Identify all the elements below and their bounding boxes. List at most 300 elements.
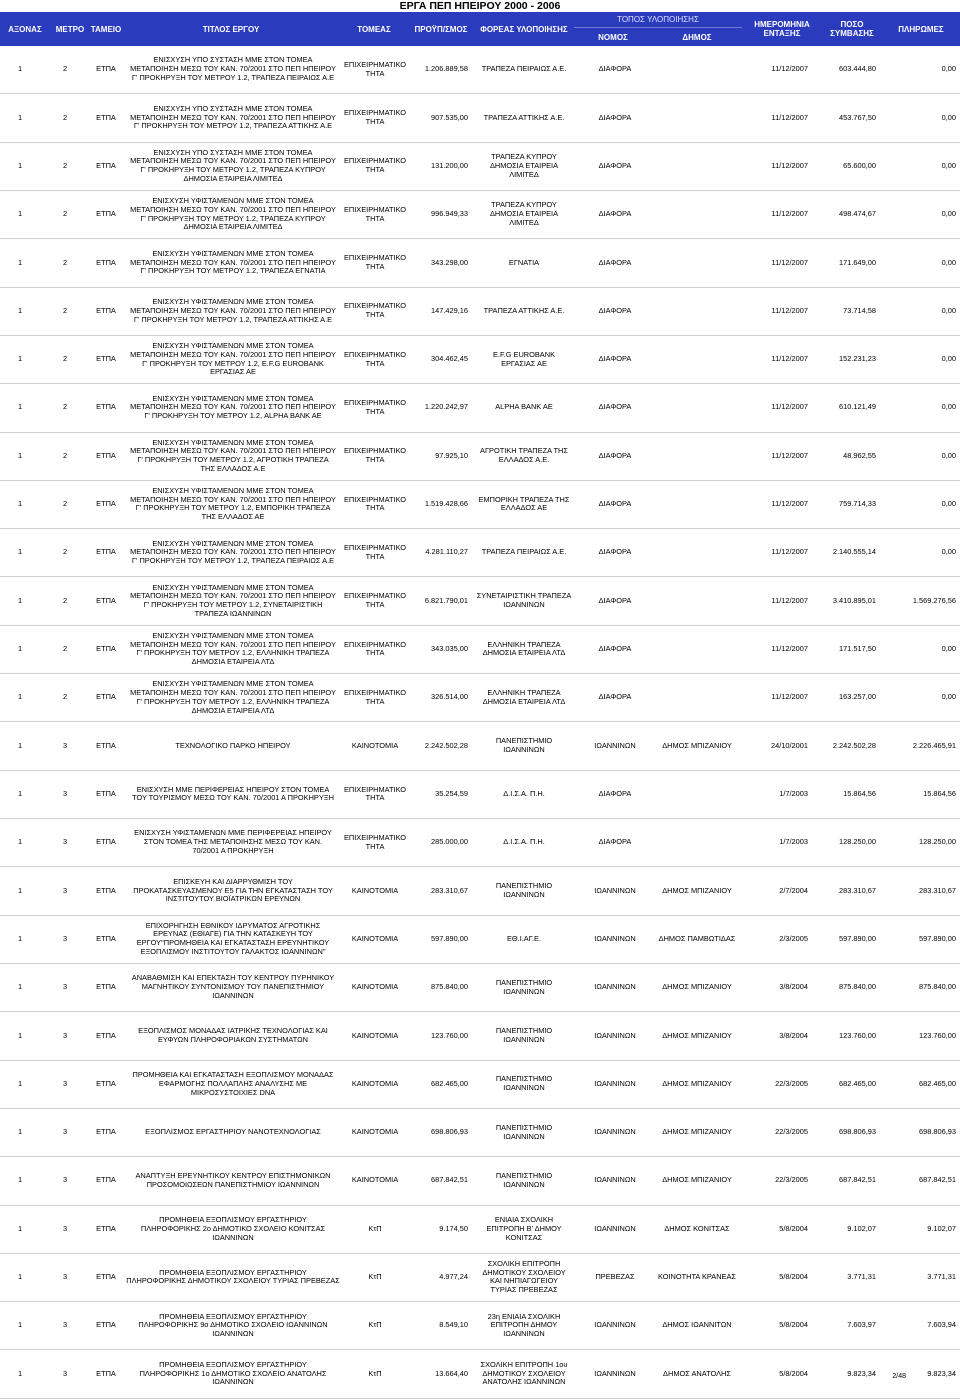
header-tomeas: ΤΟΜΕΑΣ [357,24,391,34]
cell-titlos: ΕΠΙΣΚΕΥΗ ΚΑΙ ΔΙΑΡΡΥΘΜΙΣΗ ΤΟΥ ΠΡΟΚΑΤΑΣΚΕΥΑΣΜΕΝΟΥ Ε5 ΓΙΑ ΤΗΝ ΕΓΚΑΤΑΣΤΑΣΗ ΤΟΥ ΙΝΣΤΙΤΟΥΤΟΥ ΒΙΟΪΑΤΡΙΚΩΝ ΕΡΕΥΝΩΝ [133,876,333,904]
cell-titlos: ΤΕΧΝΟΛΟΓΙΚΟ ΠΑΡΚΟ ΗΠΕΙΡΟΥ [175,740,291,750]
table-row [0,626,960,674]
cell-poso: 610.121,49 [839,402,876,412]
cell-poso: 2.140.555,14 [832,547,876,557]
cell-pliromes: 0,00 [941,64,956,74]
cell-titlos: ΕΝΙΣΧΥΣΗ ΥΦΙΣΤΑΜΕΝΩΝ ΜΜΕ ΣΤΟΝ ΤΟΜΕΑ ΜΕΤΑΠΟΙΗΣΗ ΜΕΣΩ ΤΟΥ ΚΑΝ. 70/2001 ΣΤΟ ΠΕΠ ΗΠΕΙΡΟΥ Γ' ΠΡΟΚΗΡΥΞΗ ΤΟΥ ΜΕΤΡΟΥ 1.2, ΕΛΛΗΝΙΚΗ ΤΡΑΠΕΖΑ ΔΗΜΟΣΙΑ ΕΤΑΙΡΕΙΑ ΛΤΔ [130,679,336,715]
cell-pliromes: 0,00 [941,450,956,460]
cell-pliromes: 682.465,00 [919,1078,956,1088]
table-row [0,191,960,239]
cell-titlos: ΕΞΟΠΛΙΣΜΟΣ ΜΟΝΑΔΑΣ ΙΑΤΡΙΚΗΣ ΤΕΧΝΟΛΟΓΙΑΣ ΚΑΙ ΕΥΦΥΩΝ ΠΛΗΡΟΦΟΡΙΑΚΩΝ ΣΥΣΤΗΜΑΤΩΝ [138,1026,328,1044]
cell-date: 1/7/2003 [779,837,808,847]
cell-tameio: ΕΤΠΑ [96,885,116,895]
cell-titlos: ΕΝΙΣΧΥΣΗ ΥΠΟ ΣΥΣΤΑΣΗ ΜΜΕ ΣΤΟΝ ΤΟΜΕΑ ΜΕΤΑΠΟΙΗΣΗ ΜΕΣΩ ΤΟΥ ΚΑΝ. 70/2001 ΣΤΟ ΠΕΠ ΗΠΕΙΡΟΥ Γ' ΠΡΟΚΗΡΥΞΗ ΤΟΥ ΜΕΤΡΟΥ 1.2, ΤΡΑΠΕΖΑ ΑΤΤΙΚΗΣ Α.Ε [130,103,336,131]
table-row [0,143,960,191]
cell-date: 11/12/2007 [771,499,808,509]
table-row [0,1157,960,1205]
cell-dimos [652,46,742,93]
cell-titlos: ΕΞΟΠΛΙΣΜΟΣ ΕΡΓΑΣΤΗΡΙΟΥ ΝΑΝΟΤΕΧΝΟΛΟΓΙΑΣ [145,1127,321,1137]
cell-dimos [652,94,742,141]
cell-poso: 698.806,93 [839,1127,876,1137]
cell-metro: 2 [62,112,68,122]
table-row [0,771,960,819]
cell-nomos: ΔΙΑΦΟΡΑ [598,160,632,170]
cell-pliromes: 0,00 [941,305,956,315]
cell-budget: 996.949,33 [431,209,468,219]
cell-tomeas: ΕΠΙΧΕΙΡΗΜΑΤΙΚΟ ΤΗΤΑ [343,591,407,610]
cell-titlos: ΕΝΙΣΧΥΣΗ ΥΠΟ ΣΥΣΤΑΣΗ ΜΜΕ ΣΤΟΝ ΤΟΜΕΑ ΜΕΤΑΠΟΙΗΣΗ ΜΕΣΩ ΤΟΥ ΚΑΝ. 70/2001 ΣΤΟ ΠΕΠ ΗΠΕΙΡΟΥ Γ' ΠΡΟΚΗΡΥΞΗ ΤΟΥ ΜΕΤΡΟΥ 1.2, ΤΡΑΠΕΖΑ ΚΥΠΡΟΥ ΔΗΜΟΣΙΑ ΕΤΑΙΡΕΙΑ ΛΙΜΙΤΕΔ [130,147,336,184]
header-tameio: ΤΑΜΕΙΟ [90,24,122,34]
cell-poso: 682.465,00 [839,1078,876,1088]
cell-metro: 3 [62,933,68,943]
cell-foreas: ΠΑΝΕΠΙΣΤΗΜΙΟ ΙΩΑΝΝΙΝΩΝ [495,736,553,755]
cell-pliromes: 0,00 [941,499,956,509]
cell-titlos: ΠΡΟΜΗΘΕΙΑ ΕΞΟΠΛΙΣΜΟΥ ΕΡΓΑΣΤΗΡΙΟΥ ΠΛΗΡΟΦΟΡΙΚΗΣ 2ο ΔΗΜΟΤΙΚΟ ΣΧΟΛΕΙΟ ΚΟΝΙΤΣΑΣ ΙΩΑΝΝΙΝΩΝ [140,1214,326,1242]
cell-poso: 9.102,07 [847,1223,876,1233]
cell-budget: 6.821.790,01 [424,595,468,605]
cell-tameio: ΕΤΠΑ [96,1272,116,1282]
table-row [0,1302,960,1350]
cell-titlos: ΕΝΙΣΧΥΣΗ ΥΦΙΣΤΑΜΕΝΩΝ ΜΜΕ ΣΤΟΝ ΤΟΜΕΑ ΜΕΤΑΠΟΙΗΣΗ ΜΕΣΩ ΤΟΥ ΚΑΝ. 70/2001 ΣΤΟ ΠΕΠ ΗΠΕΙΡΟΥ Γ' ΠΡΟΚΗΡΥΞΗ ΤΟΥ ΜΕΤΡΟΥ 1.2, ΤΡΑΠΕΖΑ ΑΤΤΙΚΗΣ Α.Ε [130,297,336,324]
cell-metro: 3 [62,1127,68,1137]
cell-tameio: ΕΤΠΑ [96,257,116,267]
cell-poso: 163.257,00 [839,692,876,702]
cell-poso: 498.474,67 [839,209,876,219]
cell-metro: 3 [62,1223,68,1233]
cell-axonas: 1 [17,885,23,895]
cell-pliromes: 0,00 [941,112,956,122]
cell-pliromes: 15.864,56 [923,788,956,798]
cell-foreas: ΠΑΝΕΠΙΣΤΗΜΙΟ ΙΩΑΝΝΙΝΩΝ [495,1074,553,1093]
cell-tameio: ΕΤΠΑ [96,644,116,653]
cell-dimos [652,336,742,383]
cell-axonas: 1 [17,257,23,267]
cell-budget: 1.519.428,66 [424,499,468,509]
cell-date: 11/12/2007 [771,305,808,315]
cell-nomos: ΔΙΑΦΟΡΑ [598,354,632,364]
cell-tomeas: ΕΠΙΧΕΙΡΗΜΑΤΙΚΟ ΤΗΤΑ [343,639,407,658]
cell-dimos [652,239,742,286]
cell-foreas: ALPHA BANK AE [495,402,553,412]
cell-pliromes: 1.569.276,56 [912,595,956,605]
cell-metro: 3 [62,788,68,798]
cell-nomos: ΔΙΑΦΟΡΑ [598,692,632,702]
cell-tomeas: ΕΠΙΧΕΙΡΗΜΑΤΙΚΟ ΤΗΤΑ [343,108,407,126]
cell-nomos: ΔΙΑΦΟΡΑ [598,112,632,122]
cell-foreas: ΤΡΑΠΕΖΑ ΚΥΠΡΟΥ ΔΗΜΟΣΙΑ ΕΤΑΙΡΕΙΑ ΛΙΜΙΤΕΔ [489,152,559,179]
cell-dimos [652,626,742,673]
cell-dimos [652,481,742,528]
cell-tomeas: ΚτΠ [368,1320,382,1330]
cell-axonas: 1 [17,547,23,557]
table-row [0,1061,960,1109]
cell-axonas: 1 [17,64,23,74]
cell-nomos: ΙΩΑΝΝΙΝΩΝ [594,933,636,943]
cell-date: 11/12/2007 [771,64,808,74]
cell-foreas: ΤΡΑΠΕΖΑ ΠΕΙΡΑΙΩΣ Α.Ε. [481,547,567,557]
page-title: ΕΡΓΑ ΠΕΠ ΗΠΕΙΡΟΥ 2000 - 2006 [399,0,561,12]
cell-date: 5/8/2004 [779,1320,808,1330]
cell-date: 22/3/2005 [775,1127,808,1137]
cell-nomos: ΔΙΑΦΟΡΑ [598,64,632,74]
cell-budget: 13.664,40 [435,1368,468,1378]
cell-dimos [652,577,742,624]
table-row [0,577,960,625]
cell-dimos: ΔΗΜΟΣ ΑΝΑΤΟΛΗΣ [663,1368,731,1378]
cell-tameio: ΕΤΠΑ [96,788,116,798]
cell-nomos: ΔΙΑΦΟΡΑ [598,402,632,412]
cell-axonas: 1 [17,450,23,460]
table-row [0,481,960,529]
cell-axonas: 1 [17,209,23,219]
cell-titlos: ΕΝΙΣΧΥΣΗ ΥΦΙΣΤΑΜΕΝΩΝ ΜΜΕ ΣΤΟΝ ΤΟΜΕΑ ΜΕΤΑΠΟΙΗΣΗ ΜΕΣΩ ΤΟΥ ΚΑΝ. 70/2001 ΣΤΟ ΠΕΠ ΗΠΕΙΡΟΥ Γ' ΠΡΟΚΗΡΥΞΗ ΤΟΥ ΜΕΤΡΟΥ 1.2, ALPHA BANK AE [130,393,336,421]
cell-date: 1/7/2003 [779,788,808,798]
cell-poso: 65.600,00 [843,160,876,170]
cell-metro: 2 [62,450,68,460]
cell-budget: 285.000,00 [431,837,468,847]
cell-poso: 171.517,50 [839,644,876,653]
cell-tomeas: ΕΠΙΧΕΙΡΗΜΑΤΙΚΟ ΤΗΤΑ [343,446,407,465]
cell-poso: 283.310,67 [839,885,876,895]
cell-poso: 15.864,56 [843,788,876,798]
cell-axonas: 1 [17,1368,23,1378]
cell-foreas: ΠΑΝΕΠΙΣΤΗΜΙΟ ΙΩΑΝΝΙΝΩΝ [495,1026,553,1044]
table-row [0,384,960,432]
cell-nomos: ΔΙΑΦΟΡΑ [598,837,632,847]
cell-metro: 3 [62,1030,68,1040]
cell-titlos: ΕΝΙΣΧΥΣΗ ΥΦΙΣΤΑΜΕΝΩΝ ΜΜΕ ΣΤΟΝ ΤΟΜΕΑ ΜΕΤΑΠΟΙΗΣΗ ΜΕΣΩ ΤΟΥ ΚΑΝ. 70/2001 ΣΤΟ ΠΕΠ ΗΠΕΙΡΟΥ Γ' ΠΡΟΚΗΡΥΞΗ ΤΟΥ ΜΕΤΡΟΥ 1.2, ΕΜΠΟΡΙΚΗ ΤΡΑΠΕΖΑ ΤΗΣ ΕΛΛΑΔΟΣ ΑΕ [130,485,336,522]
cell-foreas: ΣΧΟΛΙΚΗ ΕΠΙΤΡΟΠΗ ΔΗΜΟΤΙΚΟΥ ΣΧΟΛΕΙΟΥ ΚΑΙ ΝΗΠΙΑΓΩΓΕΙΟΥ ΤΥΡΙΑΣ ΠΡΕΒΕΖΑΣ [482,1258,566,1295]
cell-nomos: ΠΡΕΒΕΖΑΣ [595,1272,635,1282]
cell-titlos: ΕΝΙΣΧΥΣΗ ΥΦΙΣΤΑΜΕΝΩΝ ΜΜΕ ΣΤΟΝ ΤΟΜΕΑ ΜΕΤΑΠΟΙΗΣΗ ΜΕΣΩ ΤΟΥ ΚΑΝ. 70/2001 ΣΤΟ ΠΕΠ ΗΠΕΙΡΟΥ Γ' ΠΡΟΚΗΡΥΞΗ ΤΟΥ ΜΕΤΡΟΥ 1.2, ΤΡΑΠΕΖΑ ΠΕΙΡΑΙΩΣ Α.Ε [130,538,336,566]
cell-budget: 1.206.889,58 [424,64,468,74]
cell-metro: 2 [62,595,68,605]
cell-metro: 3 [62,1320,68,1330]
cell-dimos [652,191,742,238]
cell-metro: 2 [62,257,68,267]
cell-date: 5/8/2004 [779,1272,808,1282]
header-titlos: ΤΙΤΛΟΣ ΕΡΓΟΥ [202,24,260,34]
cell-nomos: ΙΩΑΝΝΙΝΩΝ [594,1078,636,1088]
cell-axonas: 1 [17,499,23,509]
cell-titlos: ΕΝΙΣΧΥΣΗ ΥΦΙΣΤΑΜΕΝΩΝ ΜΜΕ ΣΤΟΝ ΤΟΜΕΑ ΜΕΤΑΠΟΙΗΣΗ ΜΕΣΩ ΤΟΥ ΚΑΝ. 70/2001 ΣΤΟ ΠΕΠ ΗΠΕΙΡΟΥ Γ' ΠΡΟΚΗΡΥΞΗ ΤΟΥ ΜΕΤΡΟΥ 1.2, E.F.G EUROBANK ΕΡΓΑΣΙΑΣ ΑΕ [130,340,336,377]
cell-nomos: ΔΙΑΦΟΡΑ [598,450,632,460]
cell-tomeas: ΚΑΙΝΟΤΟΜΙΑ [351,933,399,943]
cell-dimos: ΔΗΜΟΣ ΜΠΙΖΑΝΙΟΥ [662,740,732,750]
cell-dimos [652,819,742,866]
cell-date: 11/12/2007 [771,257,808,267]
cell-nomos: ΔΙΑΦΟΡΑ [598,499,632,509]
cell-axonas: 1 [17,402,23,412]
cell-dimos: ΔΗΜΟΣ ΜΠΙΖΑΝΙΟΥ [662,1127,732,1137]
cell-nomos: ΙΩΑΝΝΙΝΩΝ [594,885,636,895]
cell-titlos: ΠΡΟΜΗΘΕΙΑ ΕΞΟΠΛΙΣΜΟΥ ΕΡΓΑΣΤΗΡΙΟΥ ΠΛΗΡΟΦΟΡΙΚΗΣ 1ο ΔΗΜΟΤΙΚΟ ΣΧΟΛΕΙΟ ΑΝΑΤΟΛΗΣ ΙΩΑΝΝΙΝΩΝ [139,1359,327,1387]
cell-tameio: ΕΤΠΑ [96,499,116,509]
cell-tomeas: ΕΠΙΧΕΙΡΗΜΑΤΙΚΟ ΤΗΤΑ [343,301,407,320]
cell-pliromes: 0,00 [941,354,956,364]
header-nomos: ΝΟΜΟΣ [598,32,628,42]
cell-tomeas: ΕΠΙΧΕΙΡΗΜΑΤΙΚΟ ΤΗΤΑ [343,349,407,368]
cell-nomos: ΙΩΑΝΝΙΝΩΝ [594,1368,636,1378]
cell-budget: 304.462,45 [431,354,468,364]
cell-poso: 128.250,00 [839,837,876,847]
cell-metro: 3 [62,885,68,895]
cell-foreas: ΕΝΙΑΙΑ ΣΧΟΛΙΚΗ ΕΠΙΤΡΟΠΗ Β' ΔΗΜΟΥ ΚΟΝΙΤΣΑΣ [486,1214,562,1242]
cell-date: 2/7/2004 [779,885,808,895]
cell-date: 2/3/2005 [779,933,808,943]
cell-axonas: 1 [17,837,23,847]
cell-budget: 326.514,00 [431,692,468,702]
cell-tameio: ΕΤΠΑ [96,933,116,943]
cell-pliromes: 123.760,00 [919,1030,956,1040]
table-row [0,819,960,867]
cell-tameio: ΕΤΠΑ [96,112,116,122]
header-foreas: ΦΟΡΕΑΣ ΥΛΟΠΟΙΗΣΗΣ [480,24,568,34]
cell-poso: 875.840,00 [839,982,876,992]
cell-date: 11/12/2007 [771,354,808,364]
cell-foreas: ΠΑΝΕΠΙΣΤΗΜΙΟ ΙΩΑΝΝΙΝΩΝ [495,1122,553,1141]
header-pliromes: ΠΛΗΡΩΜΕΣ [898,24,944,34]
cell-metro: 3 [62,837,68,847]
cell-dimos [652,143,742,190]
cell-date: 11/12/2007 [771,112,808,122]
cell-foreas: ΕΛΛΗΝΙΚΗ ΤΡΑΠΕΖΑ ΔΗΜΟΣΙΑ ΕΤΑΙΡΕΙΑ ΛΤΔ [482,639,566,658]
cell-tomeas: ΕΠΙΧΕΙΡΗΜΑΤΙΚΟ ΤΗΤΑ [343,832,407,851]
cell-metro: 3 [62,1368,68,1378]
cell-tomeas: ΕΠΙΧΕΙΡΗΜΑΤΙΚΟ ΤΗΤΑ [343,784,407,803]
cell-titlos: ΕΝΙΣΧΥΣΗ ΥΦΙΣΤΑΜΕΝΩΝ ΜΜΕ ΣΤΟΝ ΤΟΜΕΑ ΜΕΤΑΠΟΙΗΣΗ ΜΕΣΩ ΤΟΥ ΚΑΝ. 70/2001 ΣΤΟ ΠΕΠ ΗΠΕΙΡΟΥ Γ' ΠΡΟΚΗΡΥΞΗ ΤΟΥ ΜΕΤΡΟΥ 1.2, ΤΡΑΠΕΖΑ ΚΥΠΡΟΥ ΔΗΜΟΣΙΑ ΕΤΑΙΡΕΙΑ ΛΙΜΙΤΕΔ [130,196,336,232]
cell-pliromes: 0,00 [941,692,956,702]
cell-tomeas: ΚΑΙΝΟΤΟΜΙΑ [351,982,399,992]
cell-foreas: ΕΘ.Ι.ΑΓ.Ε. [506,933,542,943]
cell-pliromes: 2.226.465,91 [912,740,956,750]
cell-titlos: ΕΝΙΣΧΥΣΗ ΥΦΙΣΤΑΜΕΝΩΝ ΜΜΕ ΠΕΡΙΦΕΡΕΙΑΣ ΗΠΕΙΡΟΥ ΣΤΟΝ ΤΟΜΕΑ ΤΗΣ ΜΕΤΑΠΟΙΗΣΗΣ ΜΕΣΩ ΤΟΥ ΚΑΝ. 70/2001 Α ΠΡΟΚΗΡΥΞΗ [134,828,332,856]
cell-titlos: ΕΠΙΧΟΡΗΓΗΣΗ ΕΘΝΙΚΟΥ ΙΔΡΥΜΑΤΟΣ ΑΓΡΟΤΙΚΗΣ ΕΡΕΥΝΑΣ (ΕΘΙΑΓΕ) ΓΙΑ ΤΗΝ ΚΑΤΑΣΚΕΥΗ ΤΟΥ ΕΡΓΟΥ"ΠΡΟΜΗΘΕΙΑ ΚΑΙ ΕΓΚΑΤΑΣΤΑΣΗ ΕΡΕΥΝΗΤΙΚΟΥ ΕΞΟΠΛΙΣΜΟΥ ΙΝΣΤΙΤΟΥΤΟΥ ΓΑΛΑΚΤΟΣ ΙΩΑΝΝΙΝΩΝ" [136,920,330,957]
cell-tomeas: ΕΠΙΧΕΙΡΗΜΑΤΙΚΟ ΤΗΤΑ [343,542,407,561]
cell-foreas: 23η ΕΝΙΑΙΑ ΣΧΟΛΙΚΗ ΕΠΙΤΡΟΠΗ ΔΗΜΟΥ ΙΩΑΝΝΙΝΩΝ [487,1311,561,1339]
cell-budget: 123.760,00 [431,1030,468,1040]
cell-tameio: ΕΤΠΑ [96,547,116,557]
cell-budget: 4.281.110,27 [425,547,468,557]
cell-pliromes: 0,00 [941,402,956,412]
cell-titlos: ΠΡΟΜΗΘΕΙΑ ΚΑΙ ΕΓΚΑΤΑΣΤΑΣΗ ΕΞΟΠΛΙΣΜΟΥ ΜΟΝΑΔΑΣ ΕΦΑΡΜΟΓΗΣ ΠΟΛΛΑΠΛΗΣ ΑΝΑΛΥΣΗΣ ΜΕ ΜΙΚΡΟΣΥΣΤΟΙΧΙΕΣ DNA [132,1070,334,1097]
cell-foreas: ΤΡΑΠΕΖΑ ΑΤΤΙΚΗΣ Α.Ε. [483,112,565,122]
table-row [0,867,960,915]
cell-nomos: ΙΩΑΝΝΙΝΩΝ [594,740,636,750]
cell-pliromes: 0,00 [941,547,956,557]
cell-poso: 759.714,33 [839,499,876,509]
cell-poso: 48.962,55 [843,450,876,460]
cell-tameio: ΕΤΠΑ [96,64,116,74]
cell-pliromes: 9.102,07 [927,1223,956,1233]
cell-dimos: ΔΗΜΟΣ ΙΩΑΝΝΙΤΩΝ [662,1320,732,1330]
cell-budget: 8.549,10 [439,1320,468,1330]
cell-foreas: E.F.G EUROBANK ΕΡΓΑΣΙΑΣ ΑΕ [492,349,555,368]
table-row [0,433,960,481]
cell-date: 5/8/2004 [779,1368,808,1378]
cell-tameio: ΕΤΠΑ [96,595,116,605]
cell-budget: 687.842,51 [431,1175,468,1185]
cell-dimos: ΔΗΜΟΣ ΜΠΙΖΑΝΙΟΥ [662,982,732,992]
cell-nomos: ΙΩΑΝΝΙΝΩΝ [594,982,636,992]
cell-axonas: 1 [17,1078,23,1088]
cell-dimos [652,288,742,335]
cell-foreas: ΠΑΝΕΠΙΣΤΗΜΙΟ ΙΩΑΝΝΙΝΩΝ [495,1171,553,1189]
cell-axonas: 1 [17,644,23,653]
table-row [0,722,960,770]
cell-pliromes: 128.250,00 [919,837,956,847]
cell-budget: 131.200,00 [431,160,468,170]
cell-date: 11/12/2007 [771,547,808,557]
cell-axonas: 1 [17,1030,23,1040]
cell-budget: 907.535,00 [431,112,468,122]
cell-titlos: ΠΡΟΜΗΘΕΙΑ ΕΞΟΠΛΙΣΜΟΥ ΕΡΓΑΣΤΗΡΙΟΥ ΠΛΗΡΟΦΟΡΙΚΗΣ ΔΗΜΟΤΙΚΟΥ ΣΧΟΛΕΙΟΥ ΤΥΡΙΑΣ ΠΡΕΒΕΖΑΣ [126,1267,340,1286]
cell-poso: 73.714,58 [843,305,876,315]
cell-metro: 2 [62,644,68,653]
table-row [0,288,960,336]
cell-axonas: 1 [17,354,23,364]
cell-tameio: ΕΤΠΑ [96,740,116,750]
cell-metro: 2 [62,402,68,412]
cell-nomos: ΙΩΑΝΝΙΝΩΝ [594,1320,636,1330]
cell-pliromes: 0,00 [941,644,956,653]
cell-date: 24/10/2001 [771,740,808,750]
cell-tameio: ΕΤΠΑ [96,209,116,219]
cell-budget: 698.806,93 [431,1127,468,1137]
cell-pliromes: 3.771,31 [927,1272,956,1282]
cell-foreas: Δ.Ι.Σ.Α. Π.Η. [503,788,545,798]
cell-metro: 2 [62,354,68,364]
table-row [0,94,960,142]
cell-nomos: ΔΙΑΦΟΡΑ [598,257,632,267]
cell-titlos: ΕΝΙΣΧΥΣΗ ΥΦΙΣΤΑΜΕΝΩΝ ΜΜΕ ΣΤΟΝ ΤΟΜΕΑ ΜΕΤΑΠΟΙΗΣΗ ΜΕΣΩ ΤΟΥ ΚΑΝ. 70/2001 ΣΤΟ ΠΕΠ ΗΠΕΙΡΟΥ Γ' ΠΡΟΚΗΡΥΞΗ ΤΟΥ ΜΕΤΡΟΥ 1.2, ΕΛΛΗΝΙΚΗ ΤΡΑΠΕΖΑ ΔΗΜΟΣΙΑ ΕΤΑΙΡΕΙΑ ΛΤΔ [130,630,336,667]
cell-axonas: 1 [17,692,23,702]
cell-titlos: ΑΝΑΒΑΘΜΙΣΗ ΚΑΙ ΕΠΕΚΤΑΣΗ ΤΟΥ ΚΕΝΤΡΟΥ ΠΥΡΗΝΙΚΟΥ ΜΑΓΝΗΤΙΚΟΥ ΣΥΝΤΟΝΙΣΜΟΥ ΤΟΥ ΠΑΝΕΠΙΣΤΗΜΙΟΥ ΙΩΑΝΝΙΝΩΝ [131,973,335,1000]
cell-poso: 152.231,23 [839,354,876,364]
cell-dimos: ΚΟΙΝΟΤΗΤΑ ΚΡΑΝΕΑΣ [658,1272,736,1282]
table-row [0,1350,960,1398]
cell-tomeas: ΕΠΙΧΕΙΡΗΜΑΤΙΚΟ ΤΗΤΑ [343,59,407,78]
cell-tameio: ΕΤΠΑ [96,1223,116,1233]
cell-axonas: 1 [17,160,23,170]
cell-axonas: 1 [17,982,23,992]
cell-nomos: ΙΩΑΝΝΙΝΩΝ [594,1030,636,1040]
cell-date: 3/8/2004 [779,1030,808,1040]
cell-foreas: ΤΡΑΠΕΖΑ ΠΕΙΡΑΙΩΣ Α.Ε. [481,64,567,74]
cell-tomeas: ΚτΠ [368,1223,382,1233]
cell-poso: 687.842,51 [839,1175,876,1185]
cell-foreas: ΤΡΑΠΕΖΑ ΑΤΤΙΚΗΣ Α.Ε. [483,305,565,315]
cell-foreas: ΠΑΝΕΠΙΣΤΗΜΙΟ ΙΩΑΝΝΙΝΩΝ [495,881,553,899]
cell-tameio: ΕΤΠΑ [96,450,116,460]
cell-axonas: 1 [17,112,23,122]
cell-titlos: ΕΝΙΣΧΥΣΗ ΥΠΟ ΣΥΣΤΑΣΗ ΜΜΕ ΣΤΟΝ ΤΟΜΕΑ ΜΕΤΑΠΟΙΗΣΗ ΜΕΣΩ ΤΟΥ ΚΑΝ. 70/2001 ΣΤΟ ΠΕΠ ΗΠΕΙΡΟΥ Γ' ΠΡΟΚΗΡΥΞΗ ΤΟΥ ΜΕΤΡΟΥ 1.2, ΤΡΑΠΕΖΑ ΠΕΙΡΑΙΩΣ Α.Ε [130,55,336,83]
table-header [0,12,960,46]
cell-nomos: ΔΙΑΦΟΡΑ [598,644,632,653]
cell-date: 5/8/2004 [779,1223,808,1233]
cell-nomos: ΙΩΑΝΝΙΝΩΝ [594,1127,636,1137]
cell-tomeas: ΚΑΙΝΟΤΟΜΙΑ [351,1078,399,1088]
cell-dimos: ΔΗΜΟΣ ΠΑΜΒΩΤΙΔΑΣ [658,933,736,943]
cell-budget: 597.890,00 [431,933,468,943]
cell-pliromes: 9.823,34 [927,1368,956,1378]
header-metro: ΜΕΤΡΟ [55,24,85,34]
cell-poso: 3.771,31 [847,1272,876,1282]
cell-foreas: ΣΧΟΛΙΚΗ ΕΠΙΤΡΟΠΗ 1ου ΔΗΜΟΤΙΚΟΥ ΣΧΟΛΕΙΟΥ ΑΝΑΤΟΛΗΣ ΙΩΑΝΝΙΝΩΝ [480,1359,568,1387]
cell-poso: 7.603,97 [847,1320,876,1330]
cell-axonas: 1 [17,740,23,750]
cell-tameio: ΕΤΠΑ [96,305,116,315]
table-row [0,336,960,384]
cell-dimos [652,771,742,818]
cell-poso: 597.890,00 [839,933,876,943]
cell-tomeas: ΕΠΙΧΕΙΡΗΜΑΤΙΚΟ ΤΗΤΑ [343,398,407,416]
cell-nomos: ΔΙΑΦΟΡΑ [598,305,632,315]
cell-dimos: ΔΗΜΟΣ ΜΠΙΖΑΝΙΟΥ [662,1175,732,1185]
cell-tameio: ΕΤΠΑ [96,160,116,170]
cell-metro: 3 [62,1272,68,1282]
cell-nomos: ΙΩΑΝΝΙΝΩΝ [594,1223,636,1233]
cell-nomos: ΙΩΑΝΝΙΝΩΝ [594,1175,636,1185]
table-row [0,46,960,94]
cell-budget: 4.977,24 [439,1272,468,1282]
cell-pliromes: 597.890,00 [919,933,956,943]
table-row [0,1109,960,1157]
cell-budget: 682.465,00 [431,1078,468,1088]
cell-pliromes: 0,00 [941,160,956,170]
cell-dimos [652,674,742,721]
cell-titlos: ΕΝΙΣΧΥΣΗ ΥΦΙΣΤΑΜΕΝΩΝ ΜΜΕ ΣΤΟΝ ΤΟΜΕΑ ΜΕΤΑΠΟΙΗΣΗ ΜΕΣΩ ΤΟΥ ΚΑΝ. 70/2001 ΣΤΟ ΠΕΠ ΗΠΕΙΡΟΥ Γ' ΠΡΟΚΗΡΥΞΗ ΤΟΥ ΜΕΤΡΟΥ 1.2, ΣΥΝΕΤΑΙΡΙΣΤΙΚΗ ΤΡΑΠΕΖΑ ΙΩΑΝΝΙΝΩΝ [130,582,336,618]
cell-axonas: 1 [17,595,23,605]
cell-tameio: ΕΤΠΑ [96,692,116,702]
cell-dimos [652,384,742,431]
cell-axonas: 1 [17,1320,23,1330]
cell-metro: 2 [62,692,68,702]
cell-pliromes: 0,00 [941,257,956,267]
cell-date: 3/8/2004 [779,982,808,992]
cell-titlos: ΕΝΙΣΧΥΣΗ ΥΦΙΣΤΑΜΕΝΩΝ ΜΜΕ ΣΤΟΝ ΤΟΜΕΑ ΜΕΤΑΠΟΙΗΣΗ ΜΕΣΩ ΤΟΥ ΚΑΝ. 70/2001 ΣΤΟ ΠΕΠ ΗΠΕΙΡΟΥ Γ' ΠΡΟΚΗΡΥΞΗ ΤΟΥ ΜΕΤΡΟΥ 1.2, ΑΓΡΟΤΙΚΗ ΤΡΑΠΕΖΑ ΤΗΣ ΕΛΛΑΔΟΣ Α.Ε [130,437,336,473]
cell-titlos: ΕΝΙΣΧΥΣΗ ΜΜΕ ΠΕΡΙΦΕΡΕΙΑΣ ΗΠΕΙΡΟΥ ΣΤΟΝ ΤΟΜΕΑ ΤΟΥ ΤΟΥΡΙΣΜΟΥ ΜΕΣΩ ΤΟΥ ΚΑΝ. 70/2001 Α ΠΡΟΚΗΡΥΞΗ [132,784,334,803]
cell-tomeas: ΚτΠ [368,1272,382,1282]
cell-budget: 97.925,10 [435,450,468,460]
table-row [0,1206,960,1254]
table-row [0,1012,960,1060]
cell-poso: 9.823,34 [847,1368,876,1378]
cell-metro: 3 [62,1078,68,1088]
cell-poso: 603.444,80 [839,64,876,74]
cell-axonas: 1 [17,1223,23,1233]
cell-metro: 2 [62,305,68,315]
cell-nomos: ΔΙΑΦΟΡΑ [598,547,632,557]
cell-tameio: ΕΤΠΑ [96,1175,116,1185]
cell-budget: 283.310,67 [431,885,468,895]
page-number: 2/48 [892,1373,906,1380]
cell-pliromes: 283.310,67 [919,885,956,895]
cell-foreas: ΤΡΑΠΕΖΑ ΚΥΠΡΟΥ ΔΗΜΟΣΙΑ ΕΤΑΙΡΕΙΑ ΛΙΜΙΤΕΔ [489,200,559,227]
cell-budget: 875.840,00 [431,982,468,992]
table-row [0,529,960,577]
cell-date: 11/12/2007 [771,450,808,460]
cell-metro: 2 [62,547,68,557]
header-axonas: ΑΞΟΝΑΣ [8,24,42,34]
cell-date: 11/12/2007 [771,209,808,219]
cell-tomeas: ΚΑΙΝΟΤΟΜΙΑ [351,1127,399,1137]
cell-poso: 171.649,00 [839,257,876,267]
cell-pliromes: 875.840,00 [919,982,956,992]
cell-axonas: 1 [17,305,23,315]
table-row [0,916,960,964]
cell-metro: 3 [62,1175,68,1185]
